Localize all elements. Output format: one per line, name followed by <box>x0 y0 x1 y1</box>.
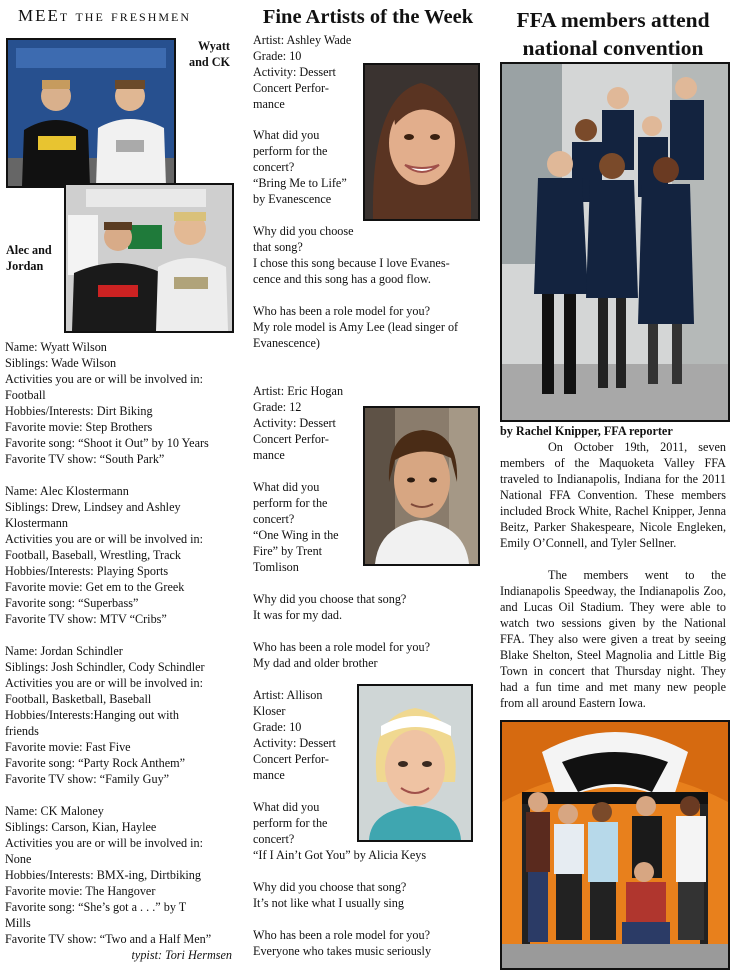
caption-wyatt-ck: Wyatt and CK <box>189 39 230 69</box>
artist3-performance: What did you perform for the concert? “If I Ain’t Got You” by Alicia Keys <box>253 800 427 862</box>
photo-eric-hogan <box>363 406 480 566</box>
artist2-info: Artist: Eric Hogan Grade: 12 Activity: Dessert Concert Perfor- mance <box>253 384 344 462</box>
ffa-byline: by Rachel Knipper, FFA reporter <box>500 424 673 438</box>
artist1-performance: What did you perform for the concert? “Bring Me to Life” by Evanescence <box>253 128 347 206</box>
artist3-info: Artist: Allison Kloser Grade: 10 Activity: Dessert Concert Perfor- mance <box>253 688 336 782</box>
artist1-answers: Why did you choose that song? I chose this song because I love Evanes- cence and this song has a good flow. Who has been a role model for you? My role model is Amy Lee (lead singer of Evanescence) <box>253 224 459 350</box>
ffa-headline: FFA members attend national convention <box>516 8 710 60</box>
typist-credit: typist: Tori Hermsen <box>131 948 232 962</box>
artist2-performance: What did you perform for the concert? “One Wing in the Fire” by Trent Tomlison <box>253 480 339 574</box>
photo-ffa-group-zoo <box>500 720 730 970</box>
caption-alec-jordan: Alec and Jordan <box>6 243 52 273</box>
profile-ck-maloney: Name: CK Maloney Siblings: Carson, Kian, Haylee Activities you are or will be involved in: None Hobbies/Interests: BMX-ing, Dirtbiking Favorite movie: The Hangover Favorite song: “She’s got a . . .” by T Mills Favorite TV show: “Two and a Half Men” <box>5 804 212 946</box>
artist1-info: Artist: Ashley Wade Grade: 10 Activity: Dessert Concert Perfor- mance <box>253 33 352 111</box>
profile-jordan-schindler: Name: Jordan Schindler Siblings: Josh Schindler, Cody Schindler Activities you are or will be involved in: Football, Basketball, Baseball Hobbies/Interests:Hanging out with friends Favorite movie: Fast Five Favorite song: “Party Rock Anthem” Favorite TV show: “Family Guy” <box>5 644 205 786</box>
photo-ashley-wade <box>363 63 480 221</box>
artists-heading: Fine Artists of the Week <box>262 6 474 28</box>
profile-wyatt-wilson: Name: Wyatt Wilson Siblings: Wade Wilson Activities you are or will be involved in: Football Hobbies/Interests: Dirt Biking Favorite movie: Step Brothers Favorite song: “Shoot it Out” by 10 Years Favorite TV show: “South Park” <box>5 340 209 466</box>
artist2-answers: Why did you choose that song? It was for my dad. Who has been a role model for you? My dad and older brother <box>253 592 430 670</box>
artist3-answers: Why did you choose that song? It’s not like what I usually sing Who has been a role model for you? Everyone who takes music seriously <box>253 880 432 958</box>
photo-wyatt-and-ck <box>6 38 176 188</box>
photo-alec-and-jordan <box>64 183 234 333</box>
photo-ffa-members <box>500 62 730 422</box>
freshmen-heading: MEEt the freshmen <box>18 6 192 25</box>
ffa-paragraph-1: On October 19th, 2011, seven members of the Maquoketa Valley FFA traveled to Indianapolis, Indiana for the 2011 National FFA Convention. These members included Brock White, Rachel Knipper, Jenna Beitz, Parker Shakespeare, Nicole Engleken, Emily O’Connell, and Tyler Sellner. <box>500 440 726 550</box>
ffa-paragraph-2: The members went to the Indianapolis Speedway, the Indianapolis Zoo, and Lucas Oil Stadium. They were able to watch two sessions given by the National FFA. They also were given a treat by seeing Blake Shelton, Steel Magnolia and Little Big Town in concert that Thursday night. They had a fun time and met many new people from all around Eastern Iowa. <box>500 568 726 710</box>
profile-alec-klostermann: Name: Alec Klostermann Siblings: Drew, Lindsey and Ashley Klostermann Activities you are or will be involved in: Football, Baseball, Wrestling, Track Hobbies/Interests: Playing Sports Favorite movie: Get em to the Greek Favorite song: “Superbass” Favorite TV show: MTV “Cribs” <box>5 484 204 626</box>
